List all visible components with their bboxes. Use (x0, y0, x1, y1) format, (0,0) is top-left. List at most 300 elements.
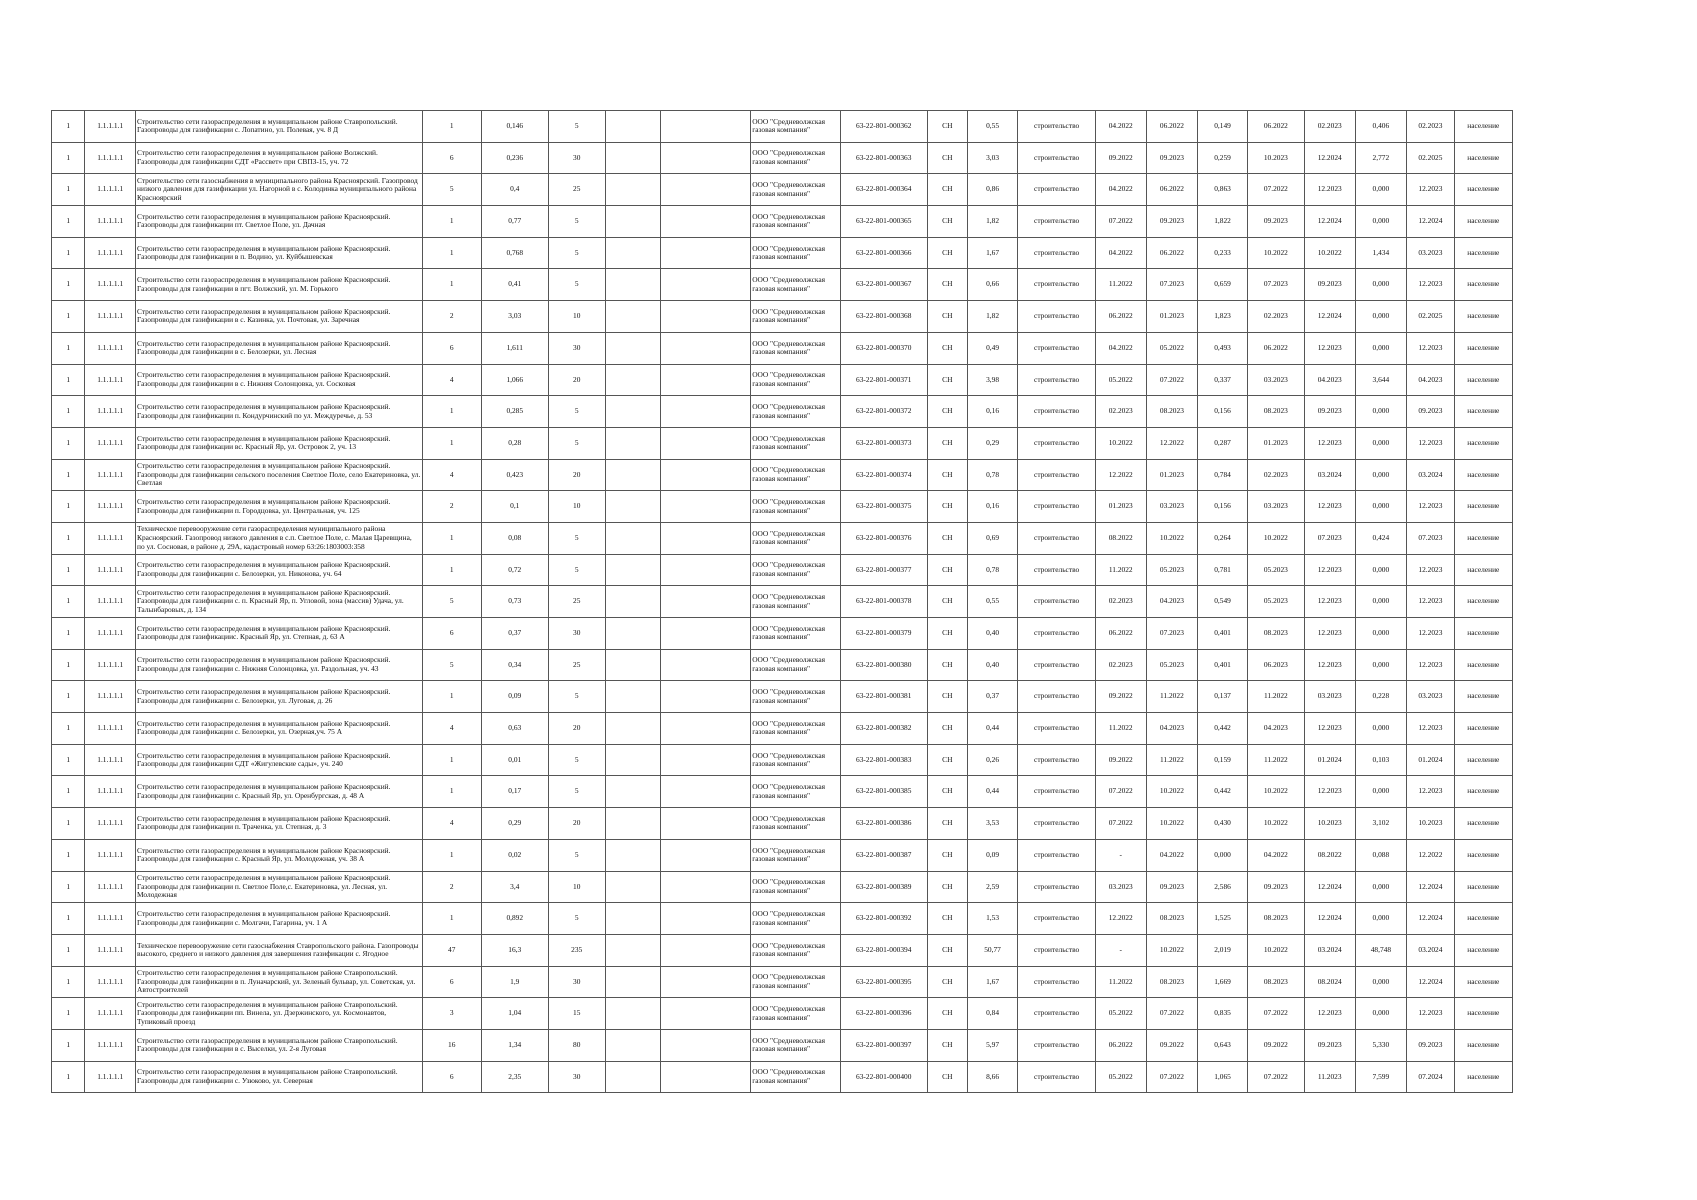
start-date-cell: 04.2022 (1095, 111, 1146, 143)
start-date-cell: 11.2022 (1095, 713, 1146, 745)
count-a-cell: 6 (422, 966, 481, 998)
category-cell: СН (927, 586, 967, 618)
cost-value-cell: 0,69 (967, 522, 1018, 554)
category-cell: СН (927, 522, 967, 554)
item-code-cell: 1.1.1.1.1 (85, 269, 136, 301)
end-date-cell: 05.2023 (1146, 554, 1198, 586)
item-code-cell: 1.1.1.1.1 (85, 903, 136, 935)
category-cell: СН (927, 839, 967, 871)
value-1-cell: 0,835 (1198, 998, 1248, 1030)
length-km-cell: 0,146 (481, 111, 548, 143)
value-2-cell: 0,000 (1355, 998, 1407, 1030)
date-4-cell: 12.2023 (1304, 554, 1355, 586)
registration-number-cell: 63-22-801-000383 (840, 744, 927, 776)
cost-value-cell: 0,44 (967, 713, 1018, 745)
length-km-cell: 0,63 (481, 713, 548, 745)
category-cell: СН (927, 744, 967, 776)
table-row (52, 1029, 1513, 1061)
date-3-cell: 04.2023 (1247, 713, 1304, 745)
registration-number-cell: 63-22-801-000368 (840, 301, 927, 333)
value-2-cell: 3,644 (1355, 364, 1407, 396)
project-description-cell: Строительство сети газораспределения в муниципальном районе Красноярский. Газопроводы для газификации п. Кондурчинский по ул. Междуречье, д. 53 (136, 396, 423, 428)
work-type-cell: строительство (1018, 174, 1096, 206)
item-code-cell: 1.1.1.1.1 (85, 237, 136, 269)
organization-cell: ООО "Средневолжская газовая компания" (751, 491, 840, 523)
cost-value-cell: 0,66 (967, 269, 1018, 301)
length-km-cell: 1,34 (481, 1029, 548, 1061)
completion-date-cell: 12.2023 (1407, 998, 1454, 1030)
length-km-cell: 0,236 (481, 142, 548, 174)
empty-cell-1-cell (605, 776, 660, 808)
count-b-cell: 5 (548, 776, 605, 808)
date-4-cell: 03.2023 (1304, 681, 1355, 713)
value-2-cell: 48,748 (1355, 934, 1407, 966)
empty-cell-1-cell (605, 396, 660, 428)
work-type-cell: строительство (1018, 998, 1096, 1030)
item-code-cell: 1.1.1.1.1 (85, 301, 136, 333)
end-date-cell: 10.2022 (1146, 776, 1198, 808)
work-type-cell: строительство (1018, 554, 1096, 586)
work-type-cell: строительство (1018, 903, 1096, 935)
date-4-cell: 12.2023 (1304, 776, 1355, 808)
start-date-cell: 06.2022 (1095, 618, 1146, 650)
cost-value-cell: 0,29 (967, 427, 1018, 459)
registration-number-cell: 63-22-801-000387 (840, 839, 927, 871)
category-cell: СН (927, 776, 967, 808)
work-type-cell: строительство (1018, 237, 1096, 269)
project-description-cell: Строительство сети газораспределения в муниципальном районе Ставропольский. Газопроводы для газификации с. Узюково, ул. Северная (136, 1061, 423, 1093)
organization-cell: ООО "Средневолжская газовая компания" (751, 1029, 840, 1061)
row-number-cell: 1 (52, 111, 85, 143)
count-b-cell: 5 (548, 269, 605, 301)
empty-cell-2-cell (660, 332, 751, 364)
count-b-cell: 30 (548, 618, 605, 650)
cost-value-cell: 0,55 (967, 586, 1018, 618)
category-cell: СН (927, 871, 967, 903)
registration-number-cell: 63-22-801-000370 (840, 332, 927, 364)
completion-date-cell: 12.2023 (1407, 649, 1454, 681)
organization-cell: ООО "Средневолжская газовая компания" (751, 332, 840, 364)
project-description-cell: Строительство сети газораспределения в муниципальном районе Красноярский. Газопроводы для газификации с. Белозерки, ул. Луговая, д. 26 (136, 681, 423, 713)
date-3-cell: 07.2023 (1247, 269, 1304, 301)
table-row (52, 237, 1513, 269)
purpose-cell: население (1454, 998, 1512, 1030)
organization-cell: ООО "Средневолжская газовая компания" (751, 269, 840, 301)
empty-cell-2-cell (660, 237, 751, 269)
category-cell: СН (927, 396, 967, 428)
registration-number-cell: 63-22-801-000396 (840, 998, 927, 1030)
organization-cell: ООО "Средневолжская газовая компания" (751, 364, 840, 396)
purpose-cell: население (1454, 1061, 1512, 1093)
length-km-cell: 2,35 (481, 1061, 548, 1093)
category-cell: СН (927, 681, 967, 713)
start-date-cell: 05.2022 (1095, 1061, 1146, 1093)
date-3-cell: 07.2022 (1247, 998, 1304, 1030)
length-km-cell: 1,066 (481, 364, 548, 396)
value-1-cell: 0,549 (1198, 586, 1248, 618)
start-date-cell: 05.2022 (1095, 364, 1146, 396)
category-cell: СН (927, 111, 967, 143)
row-number-cell: 1 (52, 1061, 85, 1093)
end-date-cell: 06.2022 (1146, 111, 1198, 143)
organization-cell: ООО "Средневолжская газовая компания" (751, 174, 840, 206)
start-date-cell: 09.2022 (1095, 681, 1146, 713)
empty-cell-1-cell (605, 1029, 660, 1061)
date-4-cell: 12.2023 (1304, 998, 1355, 1030)
row-number-cell: 1 (52, 459, 85, 491)
length-km-cell: 0,34 (481, 649, 548, 681)
cost-value-cell: 3,03 (967, 142, 1018, 174)
registration-number-cell: 63-22-801-000381 (840, 681, 927, 713)
length-km-cell: 16,3 (481, 934, 548, 966)
item-code-cell: 1.1.1.1.1 (85, 966, 136, 998)
empty-cell-1-cell (605, 1061, 660, 1093)
empty-cell-2-cell (660, 871, 751, 903)
item-code-cell: 1.1.1.1.1 (85, 618, 136, 650)
table-row (52, 364, 1513, 396)
value-1-cell: 1,525 (1198, 903, 1248, 935)
empty-cell-1-cell (605, 586, 660, 618)
organization-cell: ООО "Средневолжская газовая компания" (751, 934, 840, 966)
purpose-cell: население (1454, 618, 1512, 650)
category-cell: СН (927, 1029, 967, 1061)
project-description-cell: Строительство сети газораспределения в муниципальном районе Красноярский. Газопроводы для газификациис. Красный Яр, ул. Степная, д. 63 А (136, 618, 423, 650)
cost-value-cell: 0,16 (967, 491, 1018, 523)
date-4-cell: 01.2024 (1304, 744, 1355, 776)
cost-value-cell: 3,98 (967, 364, 1018, 396)
purpose-cell: население (1454, 744, 1512, 776)
registration-number-cell: 63-22-801-000373 (840, 427, 927, 459)
end-date-cell: 07.2023 (1146, 618, 1198, 650)
date-4-cell: 12.2023 (1304, 586, 1355, 618)
cost-value-cell: 2,59 (967, 871, 1018, 903)
purpose-cell: население (1454, 206, 1512, 238)
purpose-cell: население (1454, 586, 1512, 618)
end-date-cell: 03.2023 (1146, 491, 1198, 523)
registration-number-cell: 63-22-801-000382 (840, 713, 927, 745)
work-type-cell: строительство (1018, 586, 1096, 618)
registration-number-cell: 63-22-801-000366 (840, 237, 927, 269)
count-b-cell: 80 (548, 1029, 605, 1061)
count-b-cell: 5 (548, 744, 605, 776)
value-2-cell: 0,000 (1355, 586, 1407, 618)
empty-cell-1-cell (605, 681, 660, 713)
work-type-cell: строительство (1018, 301, 1096, 333)
table-row (52, 427, 1513, 459)
project-description-cell: Строительство сети газораспределения в муниципальном районе Ставропольский. Газопроводы для газификации в с. Выселки, ул. 2-я Луговая (136, 1029, 423, 1061)
item-code-cell: 1.1.1.1.1 (85, 491, 136, 523)
empty-cell-2-cell (660, 839, 751, 871)
empty-cell-1-cell (605, 808, 660, 840)
count-a-cell: 6 (422, 1061, 481, 1093)
start-date-cell: 02.2023 (1095, 586, 1146, 618)
value-2-cell: 0,000 (1355, 713, 1407, 745)
value-1-cell: 0,781 (1198, 554, 1248, 586)
row-number-cell: 1 (52, 269, 85, 301)
end-date-cell: 07.2022 (1146, 1061, 1198, 1093)
count-a-cell: 16 (422, 1029, 481, 1061)
value-1-cell: 0,233 (1198, 237, 1248, 269)
length-km-cell: 1,611 (481, 332, 548, 364)
completion-date-cell: 02.2025 (1407, 301, 1454, 333)
date-4-cell: 09.2023 (1304, 269, 1355, 301)
registration-number-cell: 63-22-801-000378 (840, 586, 927, 618)
empty-cell-1-cell (605, 269, 660, 301)
value-2-cell: 0,000 (1355, 649, 1407, 681)
category-cell: СН (927, 237, 967, 269)
count-a-cell: 1 (422, 681, 481, 713)
date-4-cell: 12.2023 (1304, 649, 1355, 681)
completion-date-cell: 09.2023 (1407, 1029, 1454, 1061)
empty-cell-1-cell (605, 713, 660, 745)
completion-date-cell: 12.2023 (1407, 491, 1454, 523)
organization-cell: ООО "Средневолжская газовая компания" (751, 111, 840, 143)
purpose-cell: население (1454, 903, 1512, 935)
date-4-cell: 08.2022 (1304, 839, 1355, 871)
category-cell: СН (927, 206, 967, 238)
empty-cell-2-cell (660, 998, 751, 1030)
length-km-cell: 3,4 (481, 871, 548, 903)
category-cell: СН (927, 903, 967, 935)
start-date-cell: 03.2023 (1095, 871, 1146, 903)
date-4-cell: 10.2022 (1304, 237, 1355, 269)
row-number-cell: 1 (52, 396, 85, 428)
count-b-cell: 30 (548, 966, 605, 998)
work-type-cell: строительство (1018, 713, 1096, 745)
organization-cell: ООО "Средневолжская газовая компания" (751, 808, 840, 840)
item-code-cell: 1.1.1.1.1 (85, 744, 136, 776)
registration-number-cell: 63-22-801-000385 (840, 776, 927, 808)
purpose-cell: население (1454, 269, 1512, 301)
count-a-cell: 1 (422, 522, 481, 554)
end-date-cell: 04.2023 (1146, 713, 1198, 745)
cost-value-cell: 3,53 (967, 808, 1018, 840)
registration-number-cell: 63-22-801-000392 (840, 903, 927, 935)
purpose-cell: население (1454, 142, 1512, 174)
work-type-cell: строительство (1018, 966, 1096, 998)
length-km-cell: 0,41 (481, 269, 548, 301)
row-number-cell: 1 (52, 744, 85, 776)
end-date-cell: 11.2022 (1146, 744, 1198, 776)
end-date-cell: 12.2022 (1146, 427, 1198, 459)
value-1-cell: 0,863 (1198, 174, 1248, 206)
date-3-cell: 10.2022 (1247, 776, 1304, 808)
value-1-cell: 0,442 (1198, 776, 1248, 808)
category-cell: СН (927, 554, 967, 586)
count-b-cell: 10 (548, 301, 605, 333)
table-row (52, 966, 1513, 998)
empty-cell-1-cell (605, 618, 660, 650)
organization-cell: ООО "Средневолжская газовая компания" (751, 713, 840, 745)
count-b-cell: 30 (548, 142, 605, 174)
date-3-cell: 09.2023 (1247, 206, 1304, 238)
date-4-cell: 12.2024 (1304, 871, 1355, 903)
date-3-cell: 10.2022 (1247, 808, 1304, 840)
value-2-cell: 0,000 (1355, 427, 1407, 459)
table-row (52, 903, 1513, 935)
length-km-cell: 0,73 (481, 586, 548, 618)
count-a-cell: 4 (422, 459, 481, 491)
date-3-cell: 05.2023 (1247, 554, 1304, 586)
start-date-cell: 06.2022 (1095, 301, 1146, 333)
item-code-cell: 1.1.1.1.1 (85, 776, 136, 808)
length-km-cell: 0,72 (481, 554, 548, 586)
item-code-cell: 1.1.1.1.1 (85, 1061, 136, 1093)
row-number-cell: 1 (52, 554, 85, 586)
value-1-cell: 0,137 (1198, 681, 1248, 713)
table-row (52, 491, 1513, 523)
project-description-cell: Строительство сети газораспределения в муниципальном районе Красноярский. Газопроводы для газификации в пгт. Волжский, ул. М. Горького (136, 269, 423, 301)
count-a-cell: 1 (422, 427, 481, 459)
project-description-cell: Строительство сети газораспределения в муниципальном районе Красноярский. Газопроводы для газификации с. Красный Яр, ул. Молодежная, уч. 38 А (136, 839, 423, 871)
value-1-cell: 2,019 (1198, 934, 1248, 966)
work-type-cell: строительство (1018, 142, 1096, 174)
date-4-cell: 09.2023 (1304, 396, 1355, 428)
row-number-cell: 1 (52, 934, 85, 966)
count-a-cell: 5 (422, 174, 481, 206)
completion-date-cell: 12.2022 (1407, 839, 1454, 871)
empty-cell-2-cell (660, 206, 751, 238)
value-1-cell: 1,669 (1198, 966, 1248, 998)
count-a-cell: 1 (422, 237, 481, 269)
length-km-cell: 0,29 (481, 808, 548, 840)
cost-value-cell: 0,16 (967, 396, 1018, 428)
end-date-cell: 04.2022 (1146, 839, 1198, 871)
cost-value-cell: 0,40 (967, 649, 1018, 681)
empty-cell-2-cell (660, 364, 751, 396)
organization-cell: ООО "Средневолжская газовая компания" (751, 522, 840, 554)
table-row (52, 681, 1513, 713)
value-1-cell: 0,643 (1198, 1029, 1248, 1061)
row-number-cell: 1 (52, 713, 85, 745)
category-cell: СН (927, 332, 967, 364)
organization-cell: ООО "Средневолжская газовая компания" (751, 871, 840, 903)
end-date-cell: 07.2022 (1146, 998, 1198, 1030)
purpose-cell: население (1454, 427, 1512, 459)
table-row (52, 206, 1513, 238)
row-number-cell: 1 (52, 776, 85, 808)
purpose-cell: население (1454, 364, 1512, 396)
purpose-cell: население (1454, 522, 1512, 554)
value-1-cell: 0,156 (1198, 396, 1248, 428)
value-2-cell: 0,000 (1355, 332, 1407, 364)
purpose-cell: население (1454, 966, 1512, 998)
project-description-cell: Строительство сети газораспределения в муниципальном районе Красноярский. Газопроводы для газификации с. Белозерки, ул. Озерная,уч. 75 А (136, 713, 423, 745)
start-date-cell: 05.2022 (1095, 998, 1146, 1030)
project-description-cell: Строительство сети газораспределения в муниципальном районе Ставропольский. Газопроводы для газификации с. Лопатино, ул. Полевая, уч. 8 Д (136, 111, 423, 143)
count-a-cell: 4 (422, 808, 481, 840)
start-date-cell: 02.2023 (1095, 649, 1146, 681)
completion-date-cell: 12.2024 (1407, 903, 1454, 935)
count-a-cell: 1 (422, 903, 481, 935)
count-a-cell: 2 (422, 491, 481, 523)
value-1-cell: 0,659 (1198, 269, 1248, 301)
table-row (52, 396, 1513, 428)
value-1-cell: 0,156 (1198, 491, 1248, 523)
item-code-cell: 1.1.1.1.1 (85, 142, 136, 174)
row-number-cell: 1 (52, 839, 85, 871)
work-type-cell: строительство (1018, 839, 1096, 871)
count-a-cell: 47 (422, 934, 481, 966)
registration-number-cell: 63-22-801-000380 (840, 649, 927, 681)
project-description-cell: Строительство сети газораспределения в муниципальном районе Красноярский. Газопроводы для газификации п. Светлое Поле,с. Екатериновка, ул. Лесная, ул. Молодежная (136, 871, 423, 903)
item-code-cell: 1.1.1.1.1 (85, 111, 136, 143)
organization-cell: ООО "Средневолжская газовая компания" (751, 744, 840, 776)
work-type-cell: строительство (1018, 364, 1096, 396)
organization-cell: ООО "Средневолжская газовая компания" (751, 237, 840, 269)
item-code-cell: 1.1.1.1.1 (85, 808, 136, 840)
row-number-cell: 1 (52, 301, 85, 333)
work-type-cell: строительство (1018, 808, 1096, 840)
start-date-cell: 04.2022 (1095, 174, 1146, 206)
cost-value-cell: 1,67 (967, 966, 1018, 998)
count-a-cell: 1 (422, 776, 481, 808)
row-number-cell: 1 (52, 586, 85, 618)
registration-number-cell: 63-22-801-000400 (840, 1061, 927, 1093)
category-cell: СН (927, 966, 967, 998)
empty-cell-2-cell (660, 744, 751, 776)
category-cell: СН (927, 491, 967, 523)
empty-cell-2-cell (660, 903, 751, 935)
count-b-cell: 20 (548, 364, 605, 396)
empty-cell-1-cell (605, 427, 660, 459)
completion-date-cell: 03.2024 (1407, 459, 1454, 491)
empty-cell-1-cell (605, 522, 660, 554)
value-1-cell: 0,259 (1198, 142, 1248, 174)
count-b-cell: 20 (548, 713, 605, 745)
empty-cell-2-cell (660, 776, 751, 808)
length-km-cell: 1,04 (481, 998, 548, 1030)
category-cell: СН (927, 459, 967, 491)
count-a-cell: 1 (422, 269, 481, 301)
organization-cell: ООО "Средневолжская газовая компания" (751, 586, 840, 618)
project-description-cell: Строительство сети газораспределения в муниципальном районе Красноярский. Газопроводы для газификации с. Молгачи, Гагарина, уч. 1 А (136, 903, 423, 935)
value-2-cell: 0,000 (1355, 206, 1407, 238)
completion-date-cell: 03.2023 (1407, 681, 1454, 713)
date-3-cell: 07.2022 (1247, 174, 1304, 206)
end-date-cell: 06.2022 (1146, 174, 1198, 206)
registration-number-cell: 63-22-801-000371 (840, 364, 927, 396)
completion-date-cell: 12.2024 (1407, 206, 1454, 238)
start-date-cell: 10.2022 (1095, 427, 1146, 459)
cost-value-cell: 0,44 (967, 776, 1018, 808)
item-code-cell: 1.1.1.1.1 (85, 364, 136, 396)
empty-cell-2-cell (660, 111, 751, 143)
table-row (52, 111, 1513, 143)
end-date-cell: 08.2023 (1146, 396, 1198, 428)
organization-cell: ООО "Средневолжская газовая компания" (751, 427, 840, 459)
end-date-cell: 06.2022 (1146, 237, 1198, 269)
start-date-cell: 12.2022 (1095, 903, 1146, 935)
item-code-cell: 1.1.1.1.1 (85, 998, 136, 1030)
length-km-cell: 0,4 (481, 174, 548, 206)
project-description-cell: Строительство сети газораспределения в муниципальном районе Красноярский. Газопроводы для газификации с. Белозерки, ул. Никонова, уч. 64 (136, 554, 423, 586)
work-type-cell: строительство (1018, 618, 1096, 650)
registration-number-cell: 63-22-801-000364 (840, 174, 927, 206)
gas-network-table (51, 110, 1513, 1093)
value-1-cell: 1,823 (1198, 301, 1248, 333)
end-date-cell: 10.2022 (1146, 522, 1198, 554)
count-b-cell: 10 (548, 871, 605, 903)
value-1-cell: 0,493 (1198, 332, 1248, 364)
completion-date-cell: 07.2023 (1407, 522, 1454, 554)
table-row (52, 586, 1513, 618)
count-b-cell: 15 (548, 998, 605, 1030)
start-date-cell: - (1095, 839, 1146, 871)
value-2-cell: 0,000 (1355, 776, 1407, 808)
empty-cell-1-cell (605, 301, 660, 333)
cost-value-cell: 0,40 (967, 618, 1018, 650)
